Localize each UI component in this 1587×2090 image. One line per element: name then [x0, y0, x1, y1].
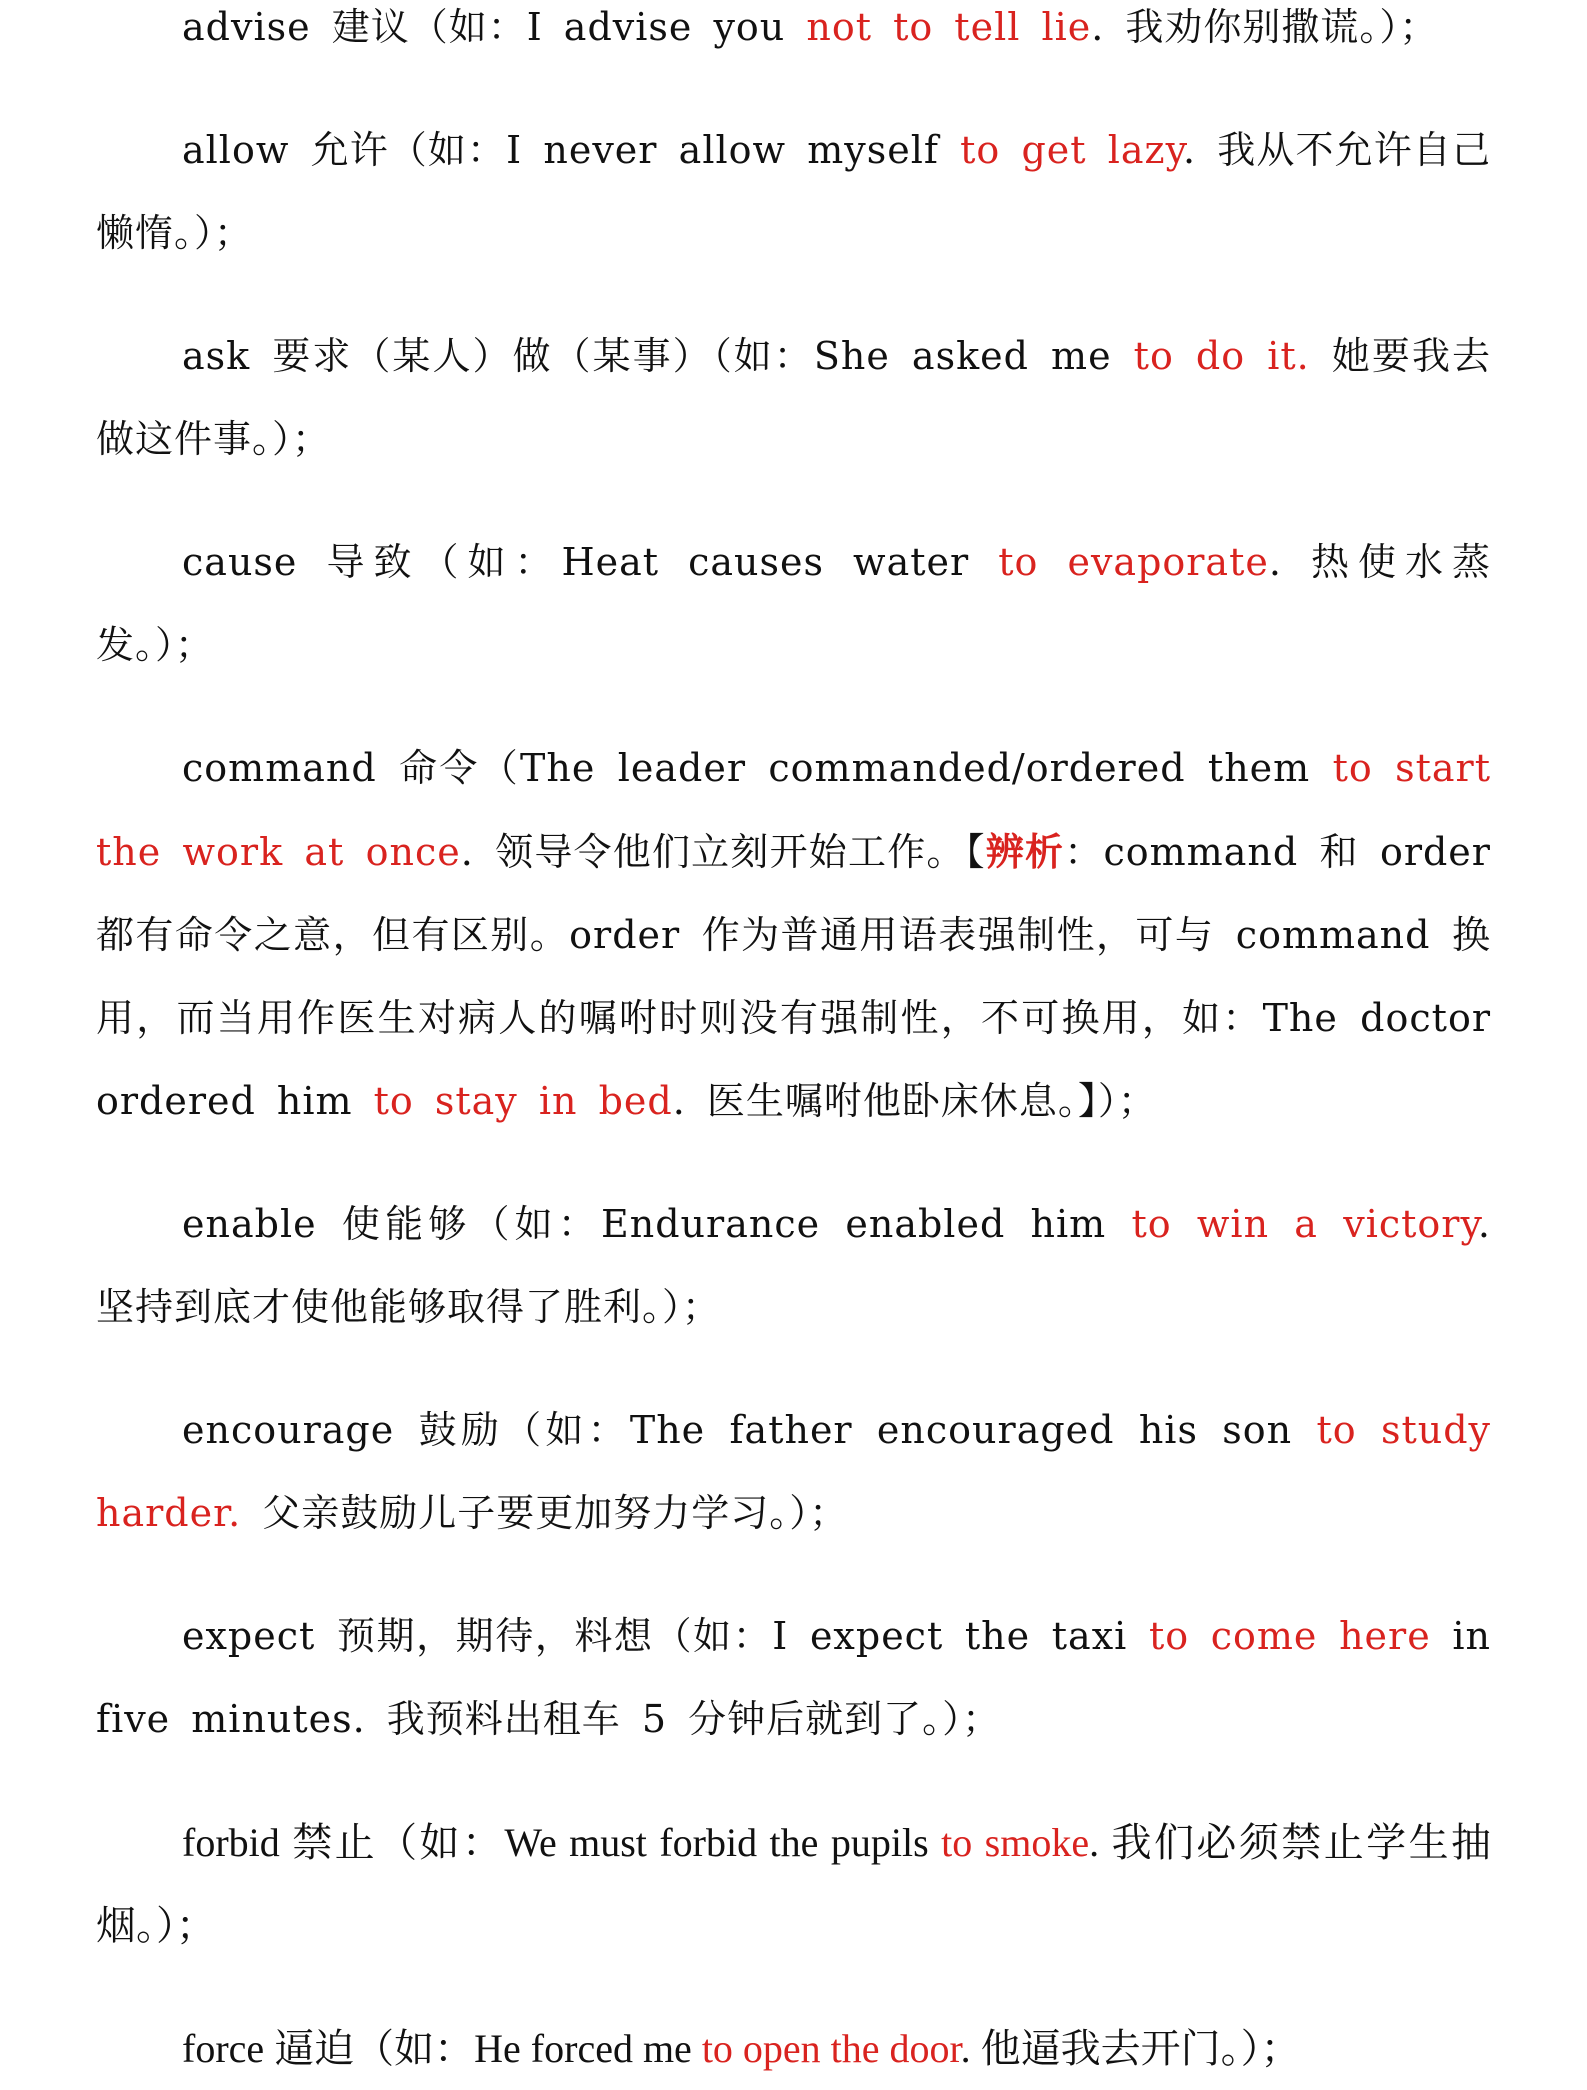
example-highlight: to do it. [1133, 334, 1310, 378]
example-text: She asked me [813, 334, 1134, 378]
word: expect [182, 1614, 316, 1658]
example-translation: . 他逼我去开门。）； [960, 2026, 1301, 2071]
word: cause [182, 540, 298, 584]
entry-force [96, 2007, 1491, 2090]
entry-enable [96, 1183, 1491, 1349]
note-close: . 医生嘱咐他卧床休息。】）； [672, 1079, 1157, 1123]
example-highlight: to win a victory [1131, 1202, 1478, 1246]
meaning: 禁止（如： [292, 1820, 505, 1865]
example-text: The leader commanded/ordered them [520, 746, 1333, 790]
word: forbid [182, 1820, 280, 1865]
example-translation: 她要我去做这件事。）； [96, 334, 1491, 461]
example-translation: . 我劝你别撒谎。）； [1091, 5, 1439, 49]
entry-ask [96, 315, 1491, 481]
example-text: The father encouraged his son [629, 1408, 1317, 1452]
meaning: 要求（某人）做（某事）（如： [272, 334, 814, 378]
meaning: 命令（ [376, 746, 521, 790]
example-translation: in five minutes. 我预料出租车 5 分钟后就到了。）； [96, 1614, 1491, 1741]
example-translation: 父亲鼓励儿子要更加努力学习。）； [241, 1491, 849, 1535]
entry-forbid [96, 1801, 1491, 1967]
word: advise [182, 5, 311, 49]
entry-allow [96, 109, 1491, 275]
example-text: Endurance enabled him [601, 1202, 1132, 1246]
example-text: We must forbid the pupils [504, 1820, 942, 1865]
example-translation: . 我们必须禁止学生抽烟。）； [96, 1820, 1492, 1948]
example-text: I advise you [526, 5, 807, 49]
entry-advise [96, 0, 1491, 69]
example-text: I never allow myself [506, 128, 961, 172]
note-highlight: to stay in bed [373, 1079, 673, 1123]
word: force [182, 2026, 265, 2071]
note-label: 辨析 [985, 829, 1065, 874]
meaning: 允许（如： [310, 128, 507, 172]
word: encourage [182, 1408, 395, 1452]
example-translation: . 热使水蒸发。）； [96, 540, 1491, 667]
meaning: 逼迫（如： [274, 2026, 475, 2071]
meaning: 使能够（如： [341, 1202, 602, 1246]
meaning: 鼓励（如： [394, 1408, 630, 1452]
note-open-bracket: 【 [965, 830, 986, 874]
meaning: 预期，期待，料想（如： [336, 1614, 773, 1658]
example-text: Heat causes water [561, 540, 999, 584]
example-translation: . 坚持到底才使他能够取得了胜利。）； [96, 1202, 1491, 1329]
entry-encourage [96, 1389, 1491, 1555]
example-highlight: to come here [1148, 1614, 1431, 1658]
example-highlight: to start the work at once [96, 746, 1491, 874]
note-text: ：command 和 order 都有命令之意，但有区别。order 作为普通用语表强制性，可与 command 换用，而当用作医生对病人的嘱咐时则没有强制性，不可换用，如：The doctor ordered him [96, 830, 1491, 1123]
example-text: I expect the taxi [772, 1614, 1149, 1658]
example-highlight: to open the door [701, 2026, 961, 2071]
example-highlight: to evaporate [998, 540, 1269, 584]
example-translation: . 我从不允许自己懒惰。）； [96, 128, 1491, 255]
example-translation: . 领导令他们立刻开始工作。 [460, 830, 966, 874]
word: enable [182, 1202, 317, 1246]
meaning: 导致（如： [326, 540, 562, 584]
entry-expect [96, 1595, 1491, 1761]
word: allow [182, 128, 290, 172]
example-highlight: not to tell lie [806, 5, 1092, 49]
meaning: 建议（如： [331, 5, 527, 49]
example-highlight: to get lazy [960, 128, 1183, 172]
entry-cause [96, 521, 1491, 687]
entry-command [96, 727, 1491, 1143]
word: ask [182, 334, 251, 378]
example-highlight: to study harder. [96, 1408, 1491, 1535]
word: command [182, 746, 377, 790]
example-highlight: to smoke [941, 1820, 1090, 1865]
example-text: He forced me [474, 2026, 702, 2071]
